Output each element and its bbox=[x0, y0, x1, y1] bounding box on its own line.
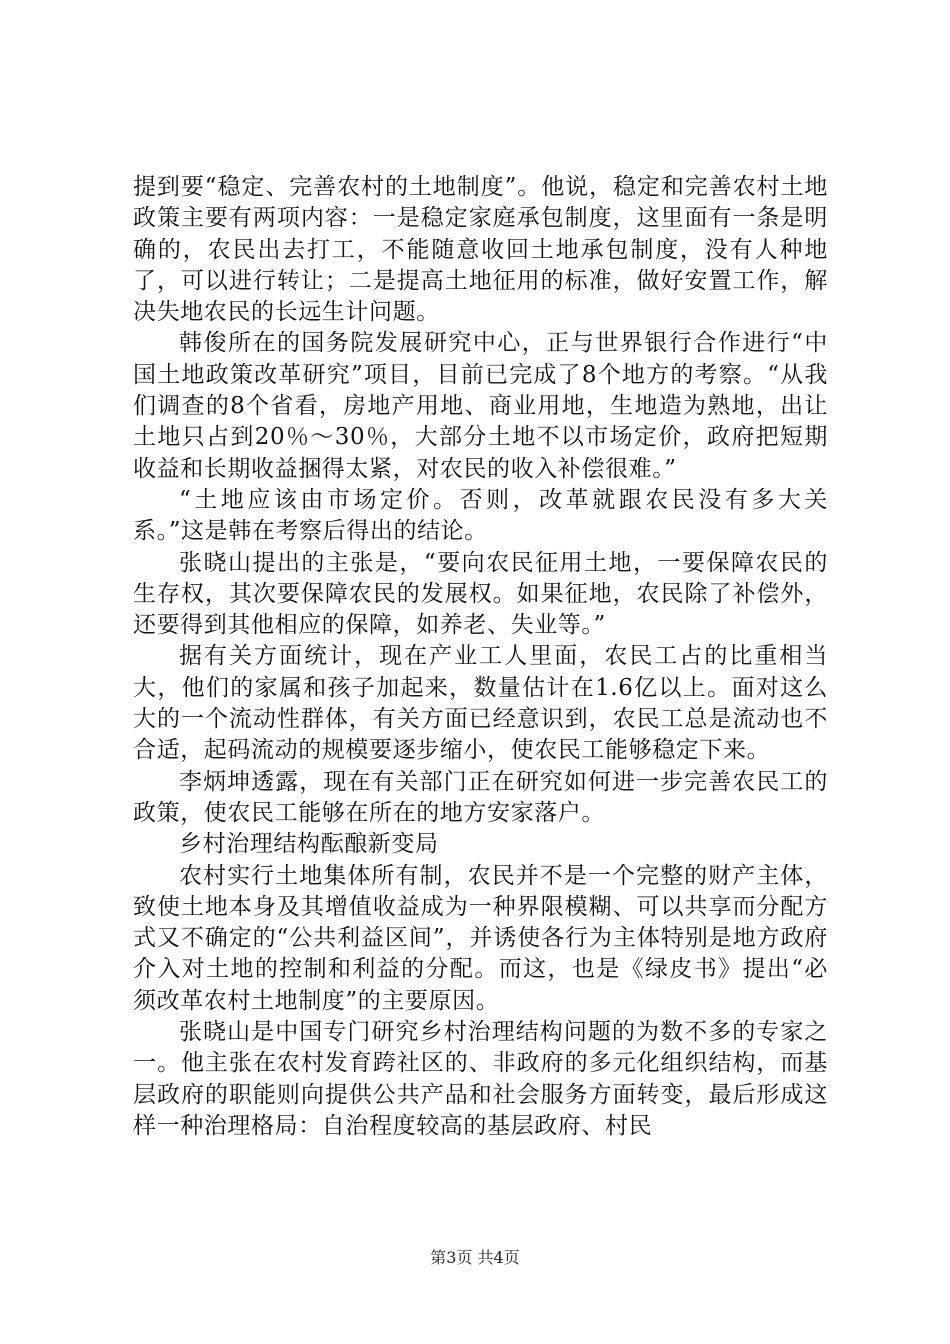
paragraph-8: 张晓山是中国专门研究乡村治理结构问题的为数不多的专家之一。他主张在农村发育跨社区的、非政府的多元化组织结构，而基层政府的职能则向提供公共产品和社会服务方面转变，最后形成这样一种治理格局：自治程度较高的基层政府、村民 bbox=[133, 1019, 828, 1139]
paragraph-7: 农村实行土地集体所有制，农民并不是一个完整的财产主体，致使土地本身及其增值收益成为一种界限模糊、可以共享而分配方式又不确定的“公共利益区间”，并诱使各行为主体特别是地方政府介入对土地的控制和利益的分配。而这，也是《绿皮书》提出“必须改革农村土地制度”的主要原因。 bbox=[133, 862, 828, 1014]
paragraph-1: 提到要“稳定、完善农村的土地制度”。他说，稳定和完善农村土地政策主要有两项内容：一是稳定家庭承包制度，这里面有一条是明确的，农民出去打工，不能随意收回土地承包制度，没有人种地了，可以进行转让；二是提高土地征用的标准，做好安置工作，解决失地农民的长远生计问题。 bbox=[133, 174, 828, 326]
section-heading: 乡村治理结构酝酿新变局 bbox=[179, 831, 439, 858]
paragraph-4: 张晓山提出的主张是，“要向农民征用土地，一要保障农民的生存权，其次要保障农民的发展权。如果征地，农民除了补偿外，还要得到其他相应的保障，如养老、失业等。” bbox=[133, 549, 828, 639]
document-body bbox=[133, 172, 828, 1142]
paragraph-5: 据有关方面统计，现在产业工人里面，农民工占的比重相当大，他们的家属和孩子加起来，数量估计在1.6亿以上。面对这么大的一个流动性群体，有关方面已经意识到，农民工总是流动也不合适，起码流动的规模要逐步缩小，使农民工能够稳定下来。 bbox=[133, 643, 828, 764]
page-footer: 第3页 共4页 bbox=[430, 1248, 520, 1267]
paragraph-2: 韩俊所在的国务院发展研究中心，正与世界银行合作进行“中国土地政策改革研究”项目，目前已完成了8个地方的考察。“从我们调查的8个省看，房地产用地、商业用地，生地造为熟地，出让土地只占到20％～30％，大部分土地不以市场定价，政府把短期收益和长期收益捆得太紧，对农民的收入补偿很难。” bbox=[133, 330, 828, 482]
paragraph-6: 李炳坤透露，现在有关部门正在研究如何进一步完善农民工的政策，使农民工能够在所在的地方安家落户。 bbox=[133, 768, 828, 826]
paragraph-3: “土地应该由市场定价。否则，改革就跟农民没有多大关系。”这是韩在考察后得出的结论。 bbox=[133, 486, 828, 545]
